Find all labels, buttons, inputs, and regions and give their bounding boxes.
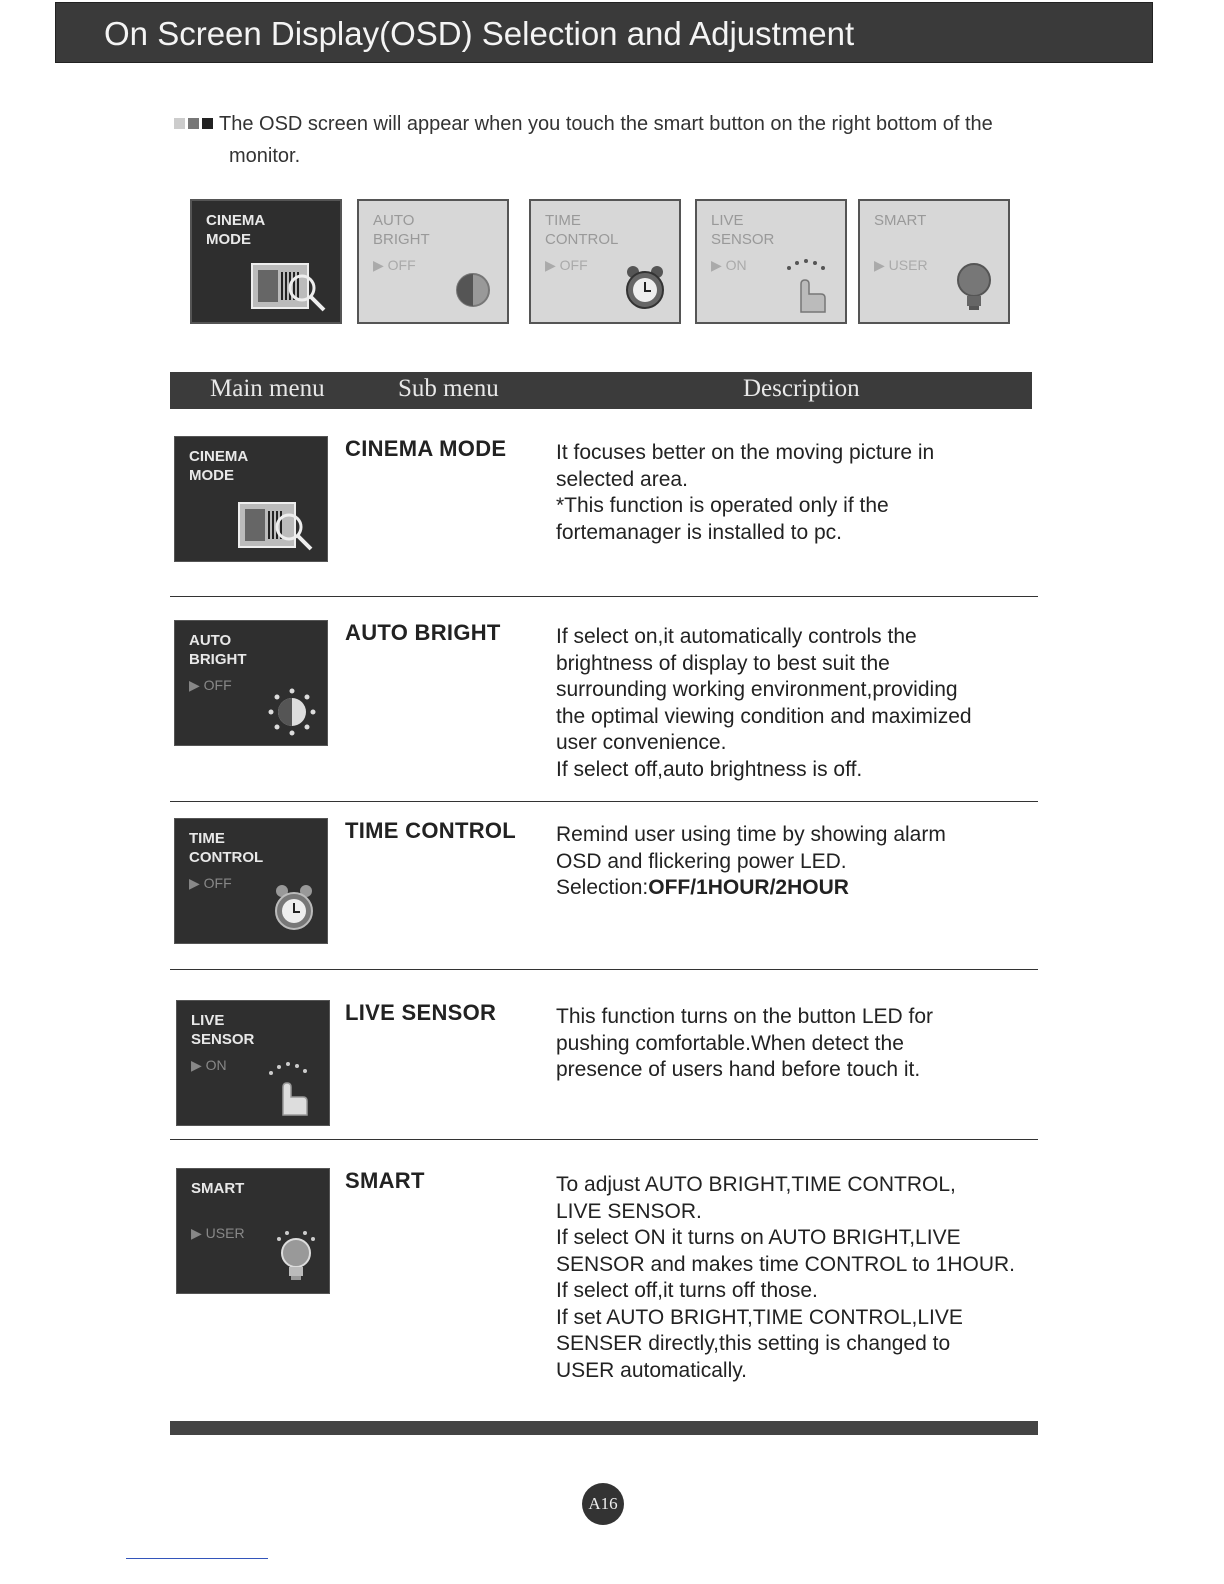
submenu-label: AUTO BRIGHT xyxy=(345,620,501,645)
osd-thumb-value: ▶ USER xyxy=(191,1225,245,1241)
description-line: It focuses better on the moving picture in xyxy=(556,441,935,464)
osd-thumb-label: LIVE SENSOR xyxy=(711,212,775,248)
alarm-clock-icon xyxy=(271,881,317,935)
description-line: If select ON it turns on AUTO BRIGHT,LIVE xyxy=(556,1226,961,1249)
submenu-label: SMART xyxy=(345,1168,425,1193)
osd-thumb-value: ▶ USER xyxy=(874,257,928,273)
bullet-icon xyxy=(174,118,185,129)
description-line: pushing comfortable.When detect the xyxy=(556,1031,904,1055)
osd-thumb-smart xyxy=(176,1168,330,1294)
osd-thumb-label: CINEMA MODE xyxy=(189,448,249,484)
description-line: This function turns on the button LED for xyxy=(556,1005,934,1028)
description-line: If select off,it turns off those. xyxy=(556,1279,818,1302)
intro-text xyxy=(174,108,1064,172)
intro-line-1: The OSD screen will appear when you touch the smart button on the right bottom of the xyxy=(219,113,993,135)
description-line: OSD and flickering power LED. xyxy=(556,849,847,873)
osd-thumb-value: ▶ ON xyxy=(711,257,747,273)
description-line: surrounding working environment,providing xyxy=(556,678,958,701)
description-line: user convenience. xyxy=(556,731,727,754)
row-divider xyxy=(170,596,1038,597)
hand-sensor-icon xyxy=(259,1057,319,1117)
description-line: selected area. xyxy=(556,467,688,491)
row-divider xyxy=(170,1139,1038,1140)
description-line: To adjust AUTO BRIGHT,TIME CONTROL, xyxy=(556,1173,956,1196)
osd-thumb-label: LIVE SENSOR xyxy=(191,1012,255,1048)
description-line: LIVE SENSOR. xyxy=(556,1199,702,1223)
description-line: SENSOR and makes time CONTROL to 1HOUR. xyxy=(556,1252,1016,1276)
description-line: *This function is operated only if the xyxy=(556,494,889,517)
description xyxy=(556,440,1056,546)
page-title: On Screen Display(OSD) Selection and Adjustment xyxy=(104,15,855,52)
osd-thumb-label: SMART xyxy=(874,212,927,229)
osd-thumb-auto-bright xyxy=(174,620,328,746)
osd-thumb-label: AUTO BRIGHT xyxy=(189,632,247,668)
header-description: Description xyxy=(743,375,860,402)
description xyxy=(556,624,1056,783)
light-bulb-icon xyxy=(273,1229,319,1285)
osd-thumb-live-sensor xyxy=(176,1000,330,1126)
magnifier-icon xyxy=(250,258,330,314)
osd-thumb-value: ▶ OFF xyxy=(545,257,588,273)
osd-thumb-auto-bright[interactable] xyxy=(357,199,509,324)
osd-thumb-label: CINEMA MODE xyxy=(206,212,266,248)
auto-bright-icon xyxy=(449,266,497,314)
page-number: A16 xyxy=(582,1483,624,1525)
description-line: If select on,it automatically controls the xyxy=(556,625,917,648)
bottom-bar xyxy=(170,1421,1038,1435)
description-line: If select off,auto brightness is off. xyxy=(556,757,863,781)
description-line xyxy=(556,875,1056,902)
osd-thumb-live-sensor[interactable] xyxy=(695,199,847,324)
bullet-icon xyxy=(188,118,199,129)
intro-line-2: monitor. xyxy=(229,145,301,167)
osd-thumb-cinema-mode xyxy=(174,436,328,562)
description-line: the optimal viewing condition and maximized xyxy=(556,704,972,728)
description-line: fortemanager is installed to pc. xyxy=(556,520,842,544)
magnifier-icon xyxy=(237,497,317,553)
row-divider xyxy=(170,969,1038,970)
description xyxy=(556,1172,1076,1384)
table-header xyxy=(170,372,1032,409)
osd-thumb-label: AUTO BRIGHT xyxy=(373,212,430,248)
header-sub-menu: Sub menu xyxy=(398,375,499,402)
footer-line xyxy=(126,1558,268,1559)
description-line: SENSER directly,this setting is changed to xyxy=(556,1332,951,1355)
selection-prefix: Selection: xyxy=(556,876,649,899)
auto-bright-icon xyxy=(267,687,317,737)
alarm-clock-icon xyxy=(621,262,669,314)
osd-thumb-time-control xyxy=(174,818,328,944)
title-bar xyxy=(55,2,1153,63)
osd-thumb-smart[interactable] xyxy=(858,199,1010,324)
selection-value: OFF/1HOUR/2HOUR xyxy=(648,876,849,899)
description xyxy=(556,1004,1056,1084)
osd-thumb-value: ▶ OFF xyxy=(189,875,232,891)
osd-thumb-label: TIME CONTROL xyxy=(189,830,264,866)
header-main-menu: Main menu xyxy=(210,375,325,402)
description-line: USER automatically. xyxy=(556,1358,748,1382)
bullet-icon xyxy=(202,118,213,129)
submenu-label: CINEMA MODE xyxy=(345,436,507,461)
submenu-label: LIVE SENSOR xyxy=(345,1000,497,1025)
osd-thumb-value: ▶ OFF xyxy=(373,257,416,273)
description-line: presence of users hand before touch it. xyxy=(556,1058,921,1081)
description xyxy=(556,822,1056,902)
osd-thumb-time-control[interactable] xyxy=(529,199,681,324)
hand-sensor-icon xyxy=(775,254,835,314)
submenu-label: TIME CONTROL xyxy=(345,818,517,843)
osd-thumb-label: TIME CONTROL xyxy=(545,212,619,248)
osd-thumb-cinema-mode[interactable] xyxy=(190,199,342,324)
description-line: Remind user using time by showing alarm xyxy=(556,823,946,846)
osd-thumb-value: ▶ OFF xyxy=(189,677,232,693)
row-divider xyxy=(170,801,1038,802)
description-line: brightness of display to best suit the xyxy=(556,651,890,675)
osd-thumb-label: SMART xyxy=(191,1180,245,1197)
osd-thumb-value: ▶ ON xyxy=(191,1057,227,1073)
light-bulb-icon xyxy=(950,258,998,314)
description-line: If set AUTO BRIGHT,TIME CONTROL,LIVE xyxy=(556,1305,963,1329)
